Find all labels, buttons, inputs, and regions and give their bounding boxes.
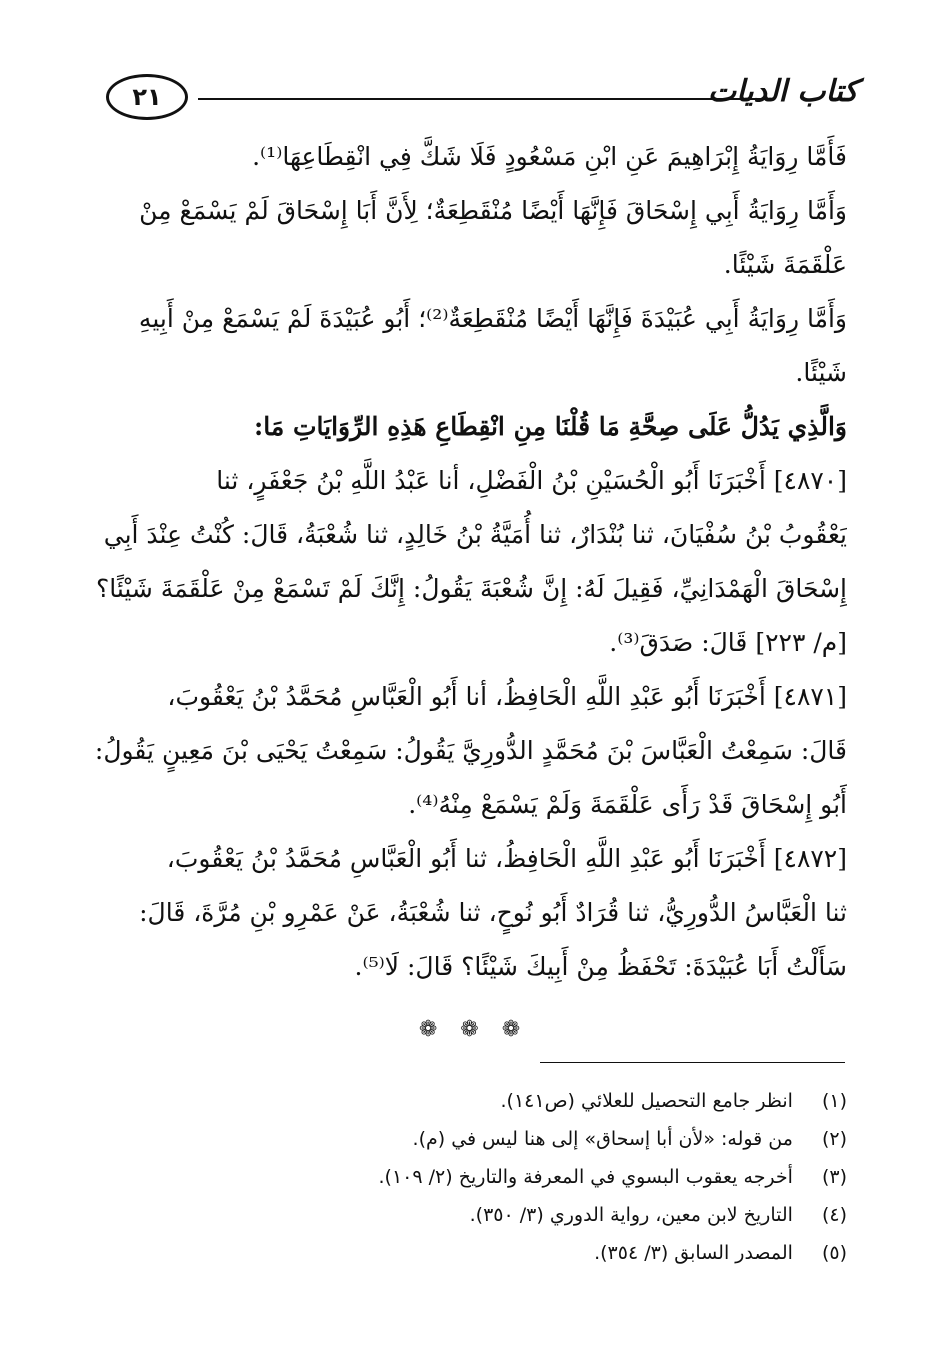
footnote-text: التاريخ لابن معين، رواية الدوري (٣/ ٣٥٠). bbox=[469, 1204, 793, 1226]
section-ornament: ❁ ❁ ❁ bbox=[418, 1017, 529, 1042]
footnote-divider bbox=[540, 1062, 845, 1063]
footnote-text: انظر جامع التحصيل للعلائي (ص١٤١). bbox=[500, 1090, 793, 1112]
footnote-text: من قوله: «لأن أبا إسحاق» إلى هنا ليس في (م). bbox=[412, 1128, 793, 1150]
footnote-number: (٤) bbox=[821, 1204, 847, 1226]
footnote-number: (٣) bbox=[821, 1166, 847, 1188]
book-title: كتاب الديات bbox=[707, 74, 858, 109]
main-text bbox=[95, 130, 847, 994]
footnote-item bbox=[147, 1082, 847, 1120]
footnote-text: المصدر السابق (٣/ ٣٥٤). bbox=[594, 1242, 793, 1264]
footnote-number: (٢) bbox=[821, 1128, 847, 1150]
footnote-item bbox=[147, 1158, 847, 1196]
text-line: فَأَمَّا رِوَايَةُ إِبْرَاهِيمَ عَنِ ابْنِ مَسْعُودٍ فَلَا شَكَّ فِي انْقِطَاعِهَا⁽¹⁾. bbox=[252, 142, 847, 171]
text-line: يَعْقُوبُ بْنُ سُفْيَانَ، ثنا بُنْدَارٌ، ثنا أُمَيَّةُ بْنُ خَالِدٍ، ثنا شُعْبَةُ، قَالَ: كُنْتُ عِنْدَ أَبِي bbox=[103, 520, 847, 549]
footnote-number: (١) bbox=[821, 1090, 847, 1112]
text-line: إِسْحَاقَ الْهَمْدَانِيِّ، فَقِيلَ لَهُ: إِنَّ شُعْبَةَ يَقُولُ: إِنَّكَ لَمْ تَسْمَعْ مِنْ عَلْقَمَةَ شَيْئًا؟ bbox=[95, 574, 847, 603]
footnotes bbox=[147, 1082, 847, 1272]
footnote-text: أخرجه يعقوب البسوي في المعرفة والتاريخ (٢/ ١٠٩). bbox=[378, 1166, 793, 1188]
text-line: أَبُو إِسْحَاقَ قَدْ رَأَى عَلْقَمَةَ وَلَمْ يَسْمَعْ مِنْهُ⁽⁴⁾. bbox=[408, 790, 847, 819]
footnote-item bbox=[147, 1234, 847, 1272]
hadith-4871-line: [٤٨٧١] أَخْبَرَنَا أَبُو عَبْدِ اللَّهِ الْحَافِظُ، أنا أَبُو الْعَبَّاسِ مُحَمَّدُ بْنُ يَعْقُوبَ، bbox=[167, 682, 847, 711]
text-line: قَالَ: سَمِعْتُ الْعَبَّاسَ بْنَ مُحَمَّدٍ الدُّورِيَّ يَقُولُ: سَمِعْتُ يَحْيَى بْنَ مَعِينٍ يَقُولُ: bbox=[95, 736, 847, 765]
text-line: شَيْئًا. bbox=[795, 358, 847, 387]
text-line: وَأَمَّا رِوَايَةُ أَبِي عُبَيْدَةَ فَإِنَّهَا أَيْضًا مُنْقَطِعَةٌ⁽²⁾؛ أَبُو عُبَيْدَةَ لَمْ يَسْمَعْ مِنْ أَبِيهِ bbox=[138, 304, 847, 333]
footnote-item bbox=[147, 1120, 847, 1158]
text-line: ثنا الْعَبَّاسُ الدُّورِيُّ، ثنا قُرَادٌ أَبُو نُوحٍ، ثنا شُعْبَةُ، عَنْ عَمْرِو بْنِ مُرَّةَ، قَالَ: bbox=[139, 898, 847, 927]
footnote-item bbox=[147, 1196, 847, 1234]
header-rule bbox=[198, 98, 768, 100]
page-number: ٢١ bbox=[106, 74, 188, 120]
text-line: وَأَمَّا رِوَايَةُ أَبِي إِسْحَاقَ فَإِنَّهَا أَيْضًا مُنْقَطِعَةٌ؛ لِأَنَّ أَبَا إِسْحَاقَ لَمْ يَسْمَعْ مِنْ bbox=[139, 196, 847, 225]
text-line: سَأَلْتُ أَبَا عُبَيْدَةَ: تَحْفَظُ مِنْ أَبِيكَ شَيْئًا؟ قَالَ: لَا⁽⁵⁾. bbox=[354, 952, 847, 981]
hadith-4870-line: [٤٨٧٠] أَخْبَرَنَا أَبُو الْحُسَيْنِ بْنُ الْفَضْلِ، أنا عَبْدُ اللَّهِ بْنُ جَعْفَرٍ، ثنا bbox=[216, 466, 847, 495]
footnote-number: (٥) bbox=[821, 1242, 847, 1264]
text-line: [م/ ٢٢٣] قَالَ: صَدَقَ⁽³⁾. bbox=[609, 628, 847, 657]
section-heading: وَالَّذِي يَدُلُّ عَلَى صِحَّةِ مَا قُلْنَا مِنِ انْقِطَاعِ هَذِهِ الرِّوَايَاتِ مَا: bbox=[254, 412, 847, 441]
text-line: عَلْقَمَةَ شَيْئًا. bbox=[723, 250, 847, 279]
hadith-4872-line: [٤٨٧٢] أَخْبَرَنَا أَبُو عَبْدِ اللَّهِ الْحَافِظُ، ثنا أَبُو الْعَبَّاسِ مُحَمَّدُ بْنُ يَعْقُوبَ، bbox=[166, 844, 847, 873]
